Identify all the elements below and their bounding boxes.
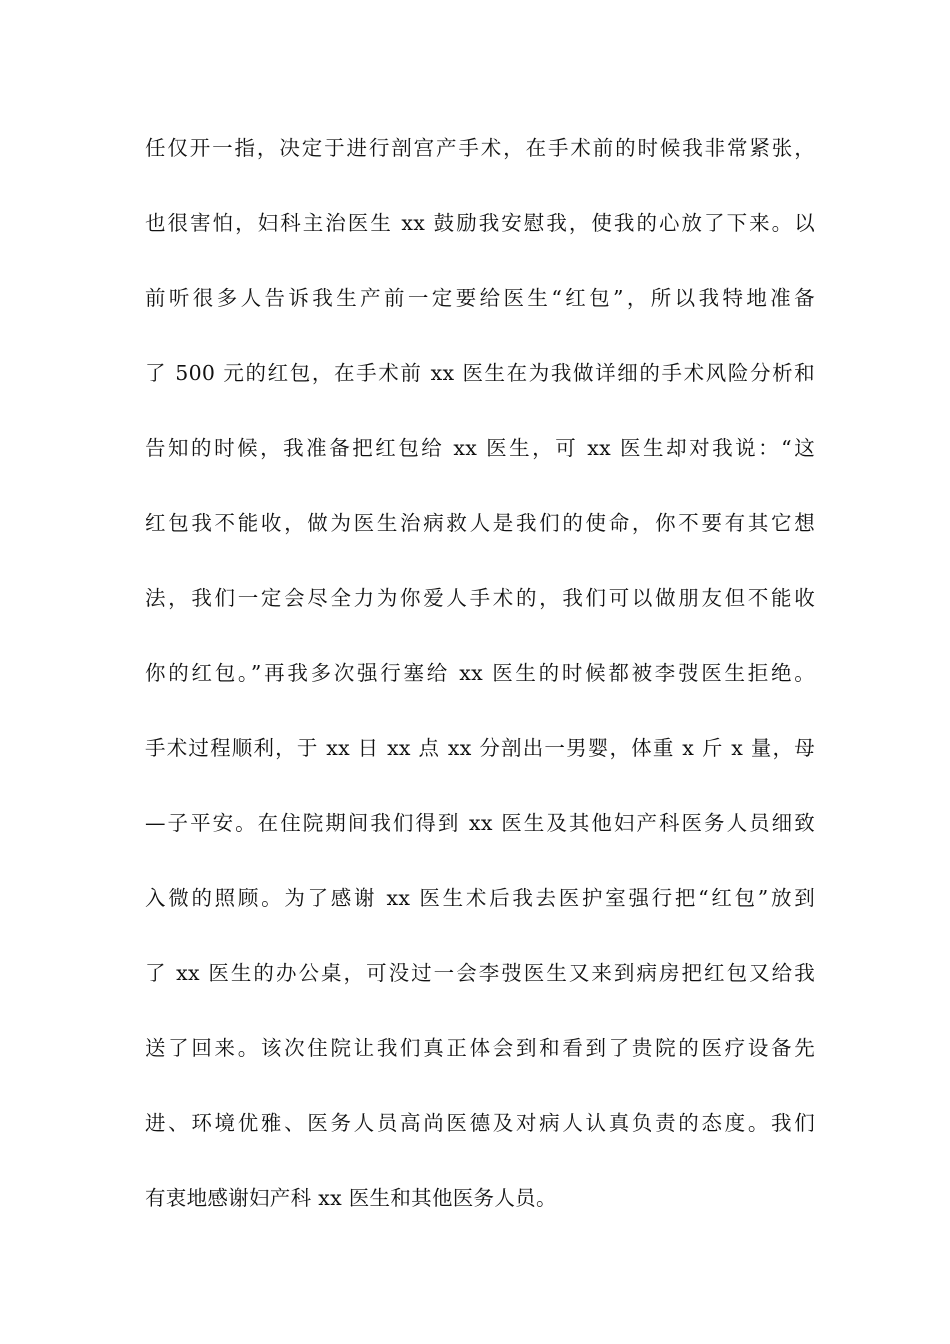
text-line: 手术过程顺利，于 xx 日 xx 点 xx 分剖出一男婴，体重 x 斤 x 量，母 — [145, 736, 815, 760]
text-line: 任仅开一指，决定于进行剖宫产手术，在手术前的时候我非常紧张， — [145, 136, 815, 160]
text-line: 了 500 元的红包，在手术前 xx 医生在为我做详细的手术风险分析和 — [145, 361, 815, 385]
text-line: 进、环境优雅、医务人员高尚医德及对病人认真负责的态度。我们 — [145, 1111, 815, 1135]
text-line: 有衷地感谢妇产科 xx 医生和其他医务人员。 — [145, 1186, 557, 1210]
text-line: 也很害怕，妇科主治医生 xx 鼓励我安慰我，使我的心放了下来。以 — [145, 211, 815, 235]
text-line: 法，我们一定会尽全力为你爱人手术的，我们可以做朋友但不能收 — [145, 586, 815, 610]
text-line: 了 xx 医生的办公桌，可没过一会李弢医生又来到病房把红包又给我 — [145, 961, 815, 985]
text-line: 前听很多人告诉我生产前一定要给医生“红包”，所以我特地准备 — [145, 286, 815, 310]
text-line: —子平安。在住院期间我们得到 xx 医生及其他妇产科医务人员细致 — [145, 811, 815, 835]
text-line: 入微的照顾。为了感谢 xx 医生术后我去医护室强行把“红包”放到 — [145, 886, 815, 910]
text-line: 告知的时候，我准备把红包给 xx 医生，可 xx 医生却对我说：“这 — [145, 436, 815, 460]
text-line: 送了回来。该次住院让我们真正体会到和看到了贵院的医疗设备先 — [145, 1036, 815, 1060]
text-line: 红包我不能收，做为医生治病救人是我们的使命，你不要有其它想 — [145, 511, 815, 535]
text-line: 你的红包。”再我多次强行塞给 xx 医生的时候都被李弢医生拒绝。 — [145, 661, 815, 685]
body-paragraph — [145, 128, 815, 1253]
